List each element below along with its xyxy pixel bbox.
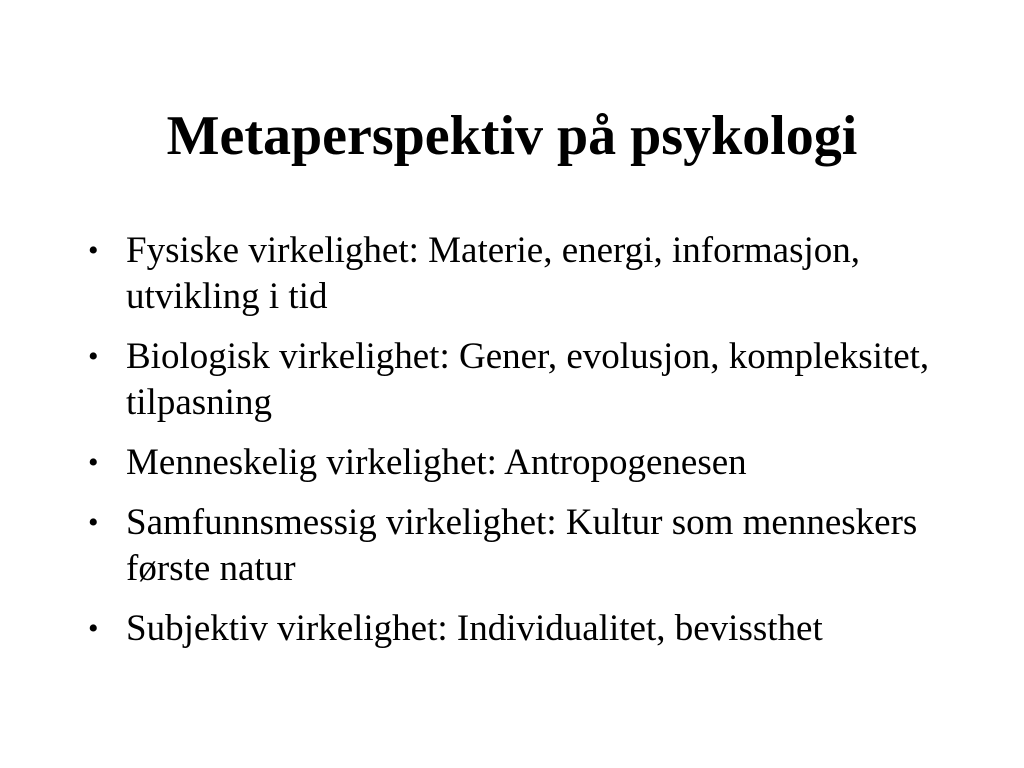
- bullet-item-fysisk: [88, 228, 968, 320]
- bullet-dot-icon: •: [88, 446, 99, 479]
- bullet-item-subjektiv: [88, 606, 968, 652]
- bullet-text: Fysiske virkelighet: Materie, energi, informasjon, utvikling i tid: [126, 230, 861, 317]
- bullet-text: Biologisk virkelighet: Gener, evolusjon, kompleksitet, tilpasning: [126, 336, 930, 423]
- bullet-item-menneskelig: [88, 440, 968, 486]
- bullet-text: Menneskelig virkelighet: Antropogenesen: [126, 442, 747, 483]
- slide-title: Metaperspektiv på psykologi: [166, 105, 858, 167]
- bullet-text: Subjektiv virkelighet: Individualitet, bevissthet: [126, 608, 823, 649]
- bullet-dot-icon: •: [88, 340, 99, 373]
- bullet-list: [88, 228, 968, 666]
- bullet-item-samfunnsmessig: [88, 500, 968, 592]
- bullet-dot-icon: •: [88, 506, 99, 539]
- bullet-text: Samfunnsmessig virkelighet: Kultur som menneskers første natur: [126, 502, 918, 589]
- bullet-item-biologisk: [88, 334, 968, 426]
- bullet-dot-icon: •: [88, 234, 99, 267]
- bullet-dot-icon: •: [88, 612, 99, 645]
